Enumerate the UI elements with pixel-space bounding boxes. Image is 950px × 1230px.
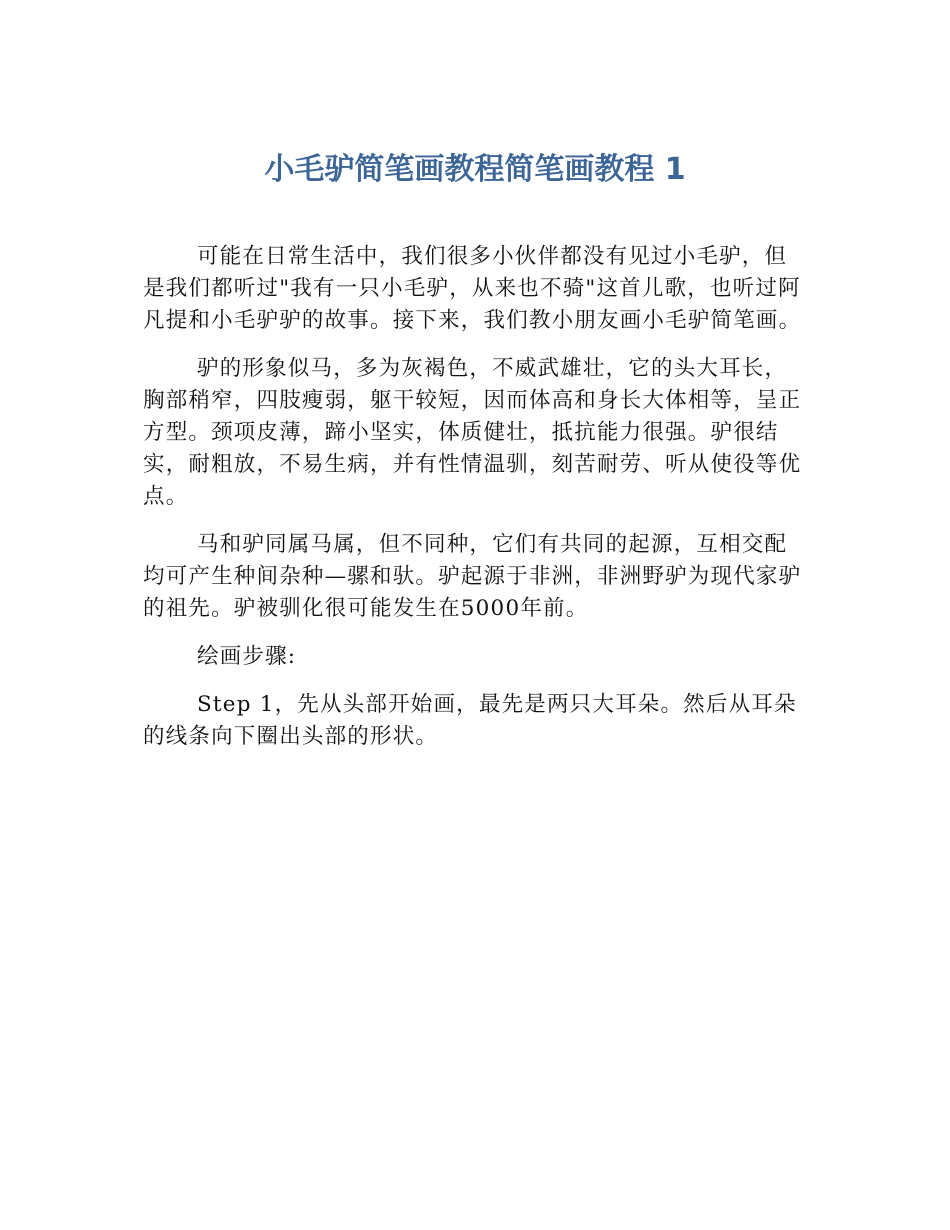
document-title: 小毛驴简笔画教程简笔画教程 1 (264, 152, 686, 187)
paragraph-steps-heading: 绘画步骤: (197, 644, 297, 669)
paragraph-intro: 可能在日常生活中，我们很多小伙伴都没有见过小毛驴，但是我们都听过"我有一只小毛驴，从来也不骑"这首儿歌，也听过阿凡提和小毛驴驴的故事。接下来，我们教小朋友画小毛驴简笔画。 (143, 244, 802, 333)
paragraph-appearance: 驴的形象似马，多为灰褐色，不威武雄壮，它的头大耳长，胸部稍窄，四肢瘦弱，躯干较短，因而体高和身长大体相等，呈正方型。颈项皮薄，蹄小坚实，体质健壮，抵抗能力很强。驴很结实，耐粗放，不易生病，并有性情温驯，刻苦耐劳、听从使役等优点。 (143, 356, 802, 509)
paragraph-step-1: Step 1，先从头部开始画，最先是两只大耳朵。然后从耳朵的线条向下圈出头部的形状。 (143, 692, 797, 749)
document-body (143, 241, 809, 769)
paragraph-origin: 马和驴同属马属，但不同种，它们有共同的起源，互相交配均可产生种间杂种—骡和驮。驴起源于非洲，非洲野驴为现代家驴的祖先。驴被驯化很可能发生在5000年前。 (143, 532, 802, 621)
